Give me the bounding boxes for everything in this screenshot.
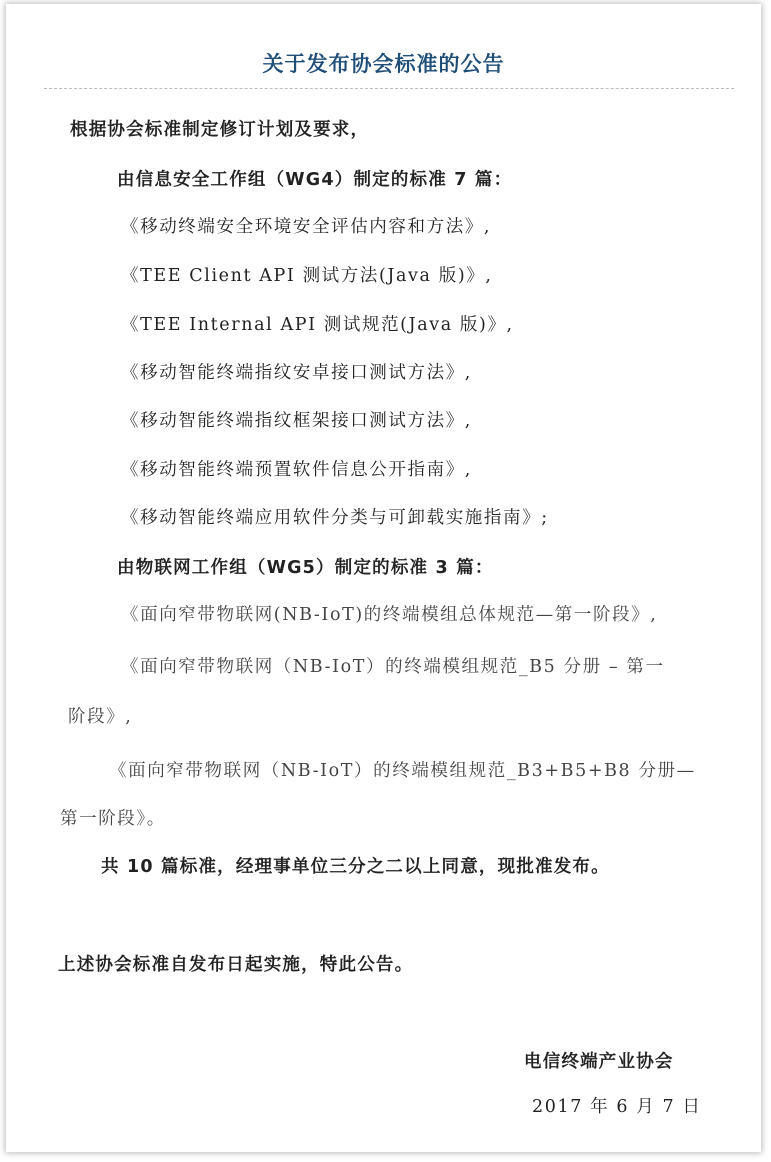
wg4-heading: 由信息安全工作组（WG4）制定的标准 7 篇： [117, 170, 513, 190]
wg4-item: 《移动智能终端应用软件分类与可卸载实施指南》; [121, 508, 549, 528]
signature-organization: 电信终端产业协会 [524, 1052, 674, 1072]
announcement-page [6, 4, 761, 1152]
effective-notice: 上述协会标准自发布日起实施，特此公告。 [58, 955, 414, 975]
title-divider [44, 88, 734, 89]
wg4-item: 《移动智能终端指纹安卓接口测试方法》, [121, 363, 472, 383]
wg4-item: 《移动智能终端预置软件信息公开指南》, [121, 460, 472, 480]
wg4-item: 《移动智能终端指纹框架接口测试方法》, [121, 411, 472, 431]
wg5-item-continuation: 第一阶段》。 [60, 809, 166, 829]
wg4-item: 《移动终端安全环境安全评估内容和方法》, [121, 217, 492, 237]
signature-date: 2017 年 6 月 7 日 [532, 1097, 702, 1117]
summary-text: 共 10 篇标准，经理事单位三分之二以上同意，现批准发布。 [101, 857, 610, 877]
wg5-heading: 由物联网工作组（WG5）制定的标准 3 篇： [117, 558, 494, 578]
wg5-item: 《面向窄带物联网(NB-IoT)的终端模组总体规范—第一阶段》, [121, 605, 658, 625]
wg5-item-continuation: 阶段》, [68, 707, 133, 727]
wg4-item: 《TEE Internal API 测试规范(Java 版)》, [121, 315, 514, 335]
intro-text: 根据协会标准制定修订计划及要求， [70, 120, 370, 140]
wg5-item: 《面向窄带物联网（NB-IoT）的终端模组规范_B5 分册 – 第一 [121, 657, 665, 677]
wg5-item: 《面向窄带物联网（NB-IoT）的终端模组规范_B3+B5+B8 分册— [109, 761, 696, 781]
wg4-item: 《TEE Client API 测试方法(Java 版)》, [121, 266, 493, 286]
announcement-title: 关于发布协会标准的公告 [262, 52, 505, 76]
